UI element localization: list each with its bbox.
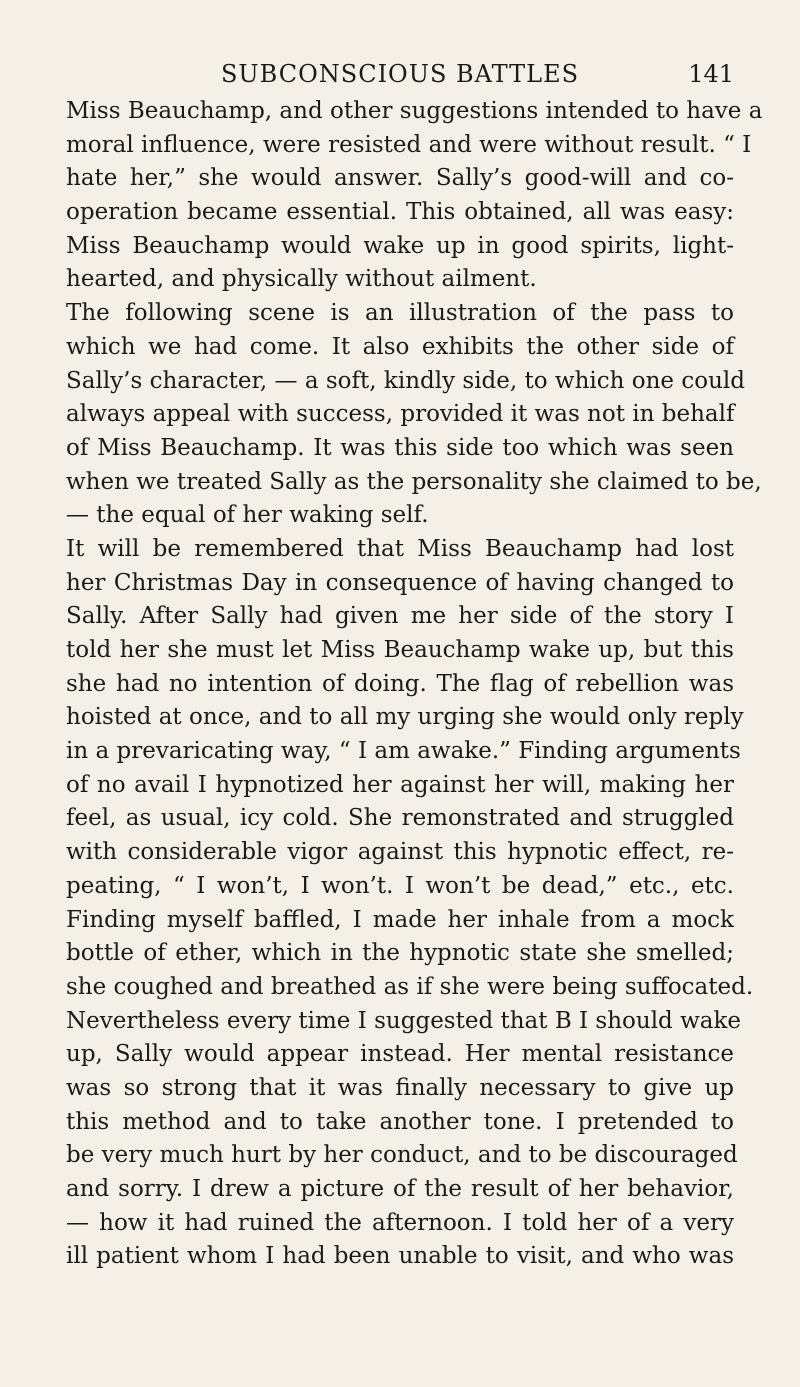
text-line: Sally. After Sally had given me her side of the story I [66, 603, 734, 630]
text-line: her Christmas Day in consequence of having changed to [66, 569, 734, 596]
text-line: Nevertheless every time I suggested that B I should wake [66, 1007, 742, 1034]
text-line: feel, as usual, icy cold. She remonstrated and struggled [66, 805, 734, 832]
text-line: be very much hurt by her conduct, and to be discouraged [66, 1142, 738, 1169]
text-line: Miss Beauchamp, and other suggestions intended to have a [66, 98, 763, 124]
text-line: The following scene is an illustration of the pass to [66, 300, 734, 327]
text-line: peating, “ I won’t, I won’t. I won’t be dead,” etc., etc. [66, 872, 734, 899]
text-line: and sorry. I drew a picture of the result of her behavior, [66, 1176, 734, 1202]
text-line: with considerable vigor against this hypnotic effect, re- [66, 839, 734, 866]
text-line: this method and to take another tone. I pretended to [66, 1108, 734, 1135]
text-line: — how it had ruined the afternoon. I told her of a very [66, 1209, 734, 1236]
text-line: ill patient whom I had been unable to visit, and who was [66, 1243, 734, 1270]
page-number: 141 [688, 60, 734, 88]
text-line: of no avail I hypnotized her against her will, making her [66, 771, 734, 798]
body-text [66, 95, 763, 1274]
text-line: hearted, and physically without ailment. [66, 266, 537, 293]
text-line: was so strong that it was finally necessary to give up [66, 1074, 734, 1101]
text-line: told her she must let Miss Beauchamp wake up, but this [66, 637, 734, 663]
text-line: she coughed and breathed as if she were being suffocated. [66, 973, 754, 1000]
text-line: hate her,” she would answer. Sally’s good-will and co- [66, 165, 734, 192]
text-line: always appeal with success, provided it was not in behalf [66, 401, 735, 428]
page-header [0, 60, 800, 100]
running-head: SUBCONSCIOUS BATTLES [220, 60, 580, 88]
text-line: operation became essential. This obtained, all was easy: [66, 199, 734, 226]
text-line: moral influence, were resisted and were without result. “ I [66, 131, 752, 158]
text-line: when we treated Sally as the personality she claimed to be, [66, 468, 762, 495]
text-line: which we had come. It also exhibits the other side of [66, 333, 734, 360]
text-line: — the equal of her waking self. [66, 502, 429, 529]
text-line: in a prevaricating way, “ I am awake.” Finding arguments [66, 738, 741, 765]
text-line: she had no intention of doing. The flag of rebellion was [66, 670, 734, 697]
text-line: bottle of ether, which in the hypnotic state she smelled; [66, 940, 734, 967]
text-line: up, Sally would appear instead. Her mental resistance [66, 1041, 734, 1068]
text-line: It will be remembered that Miss Beauchamp had lost [66, 535, 734, 562]
text-line: Miss Beauchamp would wake up in good spirits, light- [66, 232, 734, 259]
text-line: Finding myself baffled, I made her inhale from a mock [66, 906, 734, 933]
text-line: of Miss Beauchamp. It was this side too which was seen [66, 434, 734, 461]
text-line: Sally’s character, — a soft, kindly side, to which one could [66, 367, 745, 394]
text-line: hoisted at once, and to all my urging she would only reply [66, 704, 744, 731]
